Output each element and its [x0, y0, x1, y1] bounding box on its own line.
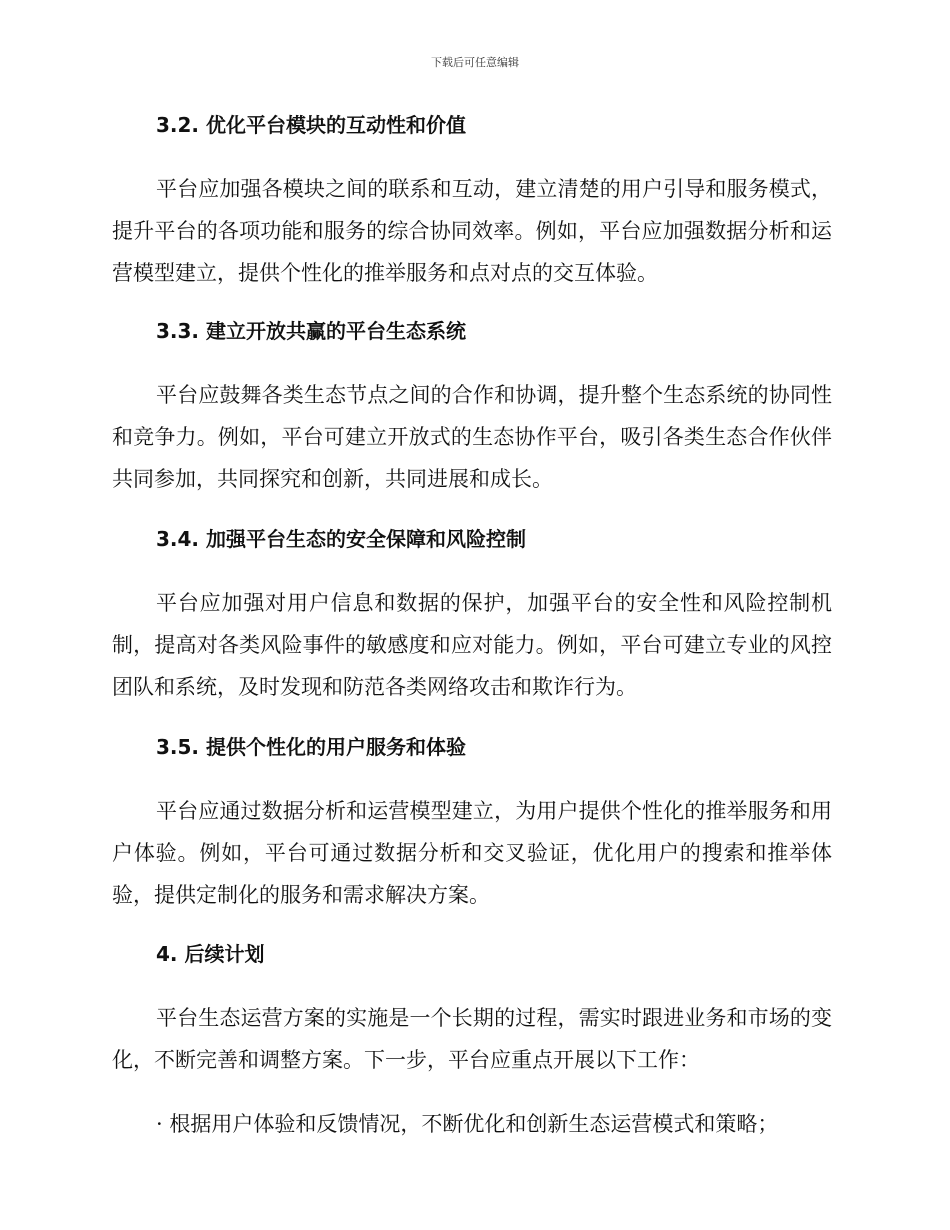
section-heading-4: 4. 后续计划 [156, 942, 265, 966]
section-heading-3-3: 3.3. 建立开放共赢的平台生态系统 [156, 319, 466, 343]
section-paragraph-4: 平台生态运营方案的实施是一个长期的过程，需实时跟进业务和市场的变化，不断完善和调整方案。下一步，平台应重点开展以下工作： [112, 1006, 832, 1072]
section-heading-3-2: 3.2. 优化平台模块的互动性和价值 [156, 113, 466, 137]
section-heading-3-5: 3.5. 提供个性化的用户服务和体验 [156, 735, 466, 759]
section-paragraph-3-4: 平台应加强对用户信息和数据的保护，加强平台的安全性和风险控制机制，提高对各类风险事件的敏感度和应对能力。例如，平台可建立专业的风控团队和系统，及时发现和防范各类网络攻击和欺诈行为。 [112, 591, 832, 699]
bullet-item: · 根据用户体验和反馈情况，不断优化和创新生态运营模式和策略； [156, 1112, 779, 1136]
page-header: 下载后可任意编辑 [431, 56, 519, 69]
document-body [112, 112, 832, 1145]
section-paragraph-3-3: 平台应鼓舞各类生态节点之间的合作和协调，提升整个生态系统的协同性和竞争力。例如，平台可建立开放式的生态协作平台，吸引各类生态合作伙伴共同参加，共同探究和创新，共同进展和成长。 [112, 383, 832, 491]
section-paragraph-3-2: 平台应加强各模块之间的联系和互动，建立清楚的用户引导和服务模式，提升平台的各项功能和服务的综合协同效率。例如，平台应加强数据分析和运营模型建立，提供个性化的推举服务和点对点的交互体验。 [112, 177, 832, 285]
section-heading-3-4: 3.4. 加强平台生态的安全保障和风险控制 [156, 527, 526, 551]
section-paragraph-3-5: 平台应通过数据分析和运营模型建立，为用户提供个性化的推举服务和用户体验。例如，平台可通过数据分析和交叉验证，优化用户的搜索和推举体验，提供定制化的服务和需求解决方案。 [112, 799, 832, 907]
